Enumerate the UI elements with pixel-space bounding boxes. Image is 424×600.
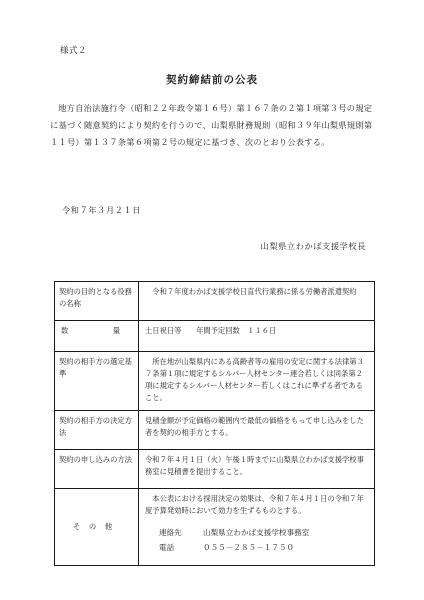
table-row	[55, 411, 375, 450]
table-row	[55, 489, 375, 566]
row-value-other	[139, 489, 375, 566]
label-char: そ	[73, 522, 81, 531]
issuer-name: 山梨県立わかば支援学校長	[260, 241, 366, 251]
row-value-decision-method: 見積金額が予定価格の範囲内で最低の価格をもって申し込みをした者を契約の相手方とする。	[139, 411, 375, 450]
row-value-selection-criteria: 所在地が山梨県内にある高齢者等の雇用の安定に関する法律第３７条第１項に規定するシルバー人材センター連合若しくは同条第２項に規定するシルバー人材センター若しくはこれに準ずる者であること。	[139, 352, 375, 411]
contact-block	[145, 525, 370, 555]
publication-date: 令和７年３月２１日	[62, 205, 142, 215]
row-value-service-name: 令和７年度わかば支援学校日直代行業務に係る労働者派遣契約	[139, 282, 375, 321]
row-label-service-name: 契約の目的となる役務の名称	[55, 282, 139, 321]
label-char: の	[88, 522, 97, 531]
intro-paragraph: 地方自治法施行令（昭和２２年政令第１６号）第１６７条の２第１項第３号の規定に基づく随意契約により契約を行うので、山梨県財務規則（昭和３９年山梨県規則第１１号）第１３７条第６項第２号の規定に基づき、次のとおり公表する。	[50, 103, 373, 147]
contact-phone-key: 電話	[159, 543, 175, 552]
table-row	[55, 321, 375, 352]
row-label-other	[55, 489, 139, 566]
contact-phone-row	[159, 540, 370, 555]
document-title: 契約締結前の公表	[166, 74, 258, 86]
table-row	[55, 450, 375, 489]
contact-office-row	[159, 525, 370, 540]
label-char: 数	[61, 326, 69, 335]
row-value-application-method: 令和７年４月１日（火）午後１時までに山梨県立わかば支援学校事務室に見積書を提出すること。	[139, 450, 375, 489]
table-row	[55, 352, 375, 411]
contact-office-value: 山梨県立わかば支援学校事務室	[203, 528, 310, 537]
other-note: 本公表における採用決定の効果は、令和７年４月１日の令和７年度予算発効時において効力を生ずるものとする。	[145, 494, 364, 515]
row-label-decision-method: 契約の相手方の決定方法	[55, 411, 139, 450]
row-label-quantity	[55, 321, 139, 352]
row-label-selection-criteria: 契約の相手方の選定基準	[55, 352, 139, 411]
row-label-application-method: 契約の申し込みの方法	[55, 450, 139, 489]
contact-phone-value: ０５５－２８５－１７５０	[203, 543, 295, 552]
form-number: 様式２	[60, 46, 88, 56]
contract-info-table	[54, 281, 375, 566]
label-char: 他	[104, 522, 112, 531]
row-value-quantity: 土日祝日等 年間予定回数 １１６日	[139, 321, 375, 352]
label-char: 量	[112, 326, 120, 335]
table-row	[55, 282, 375, 321]
contact-office-key: 連絡先	[159, 528, 182, 537]
